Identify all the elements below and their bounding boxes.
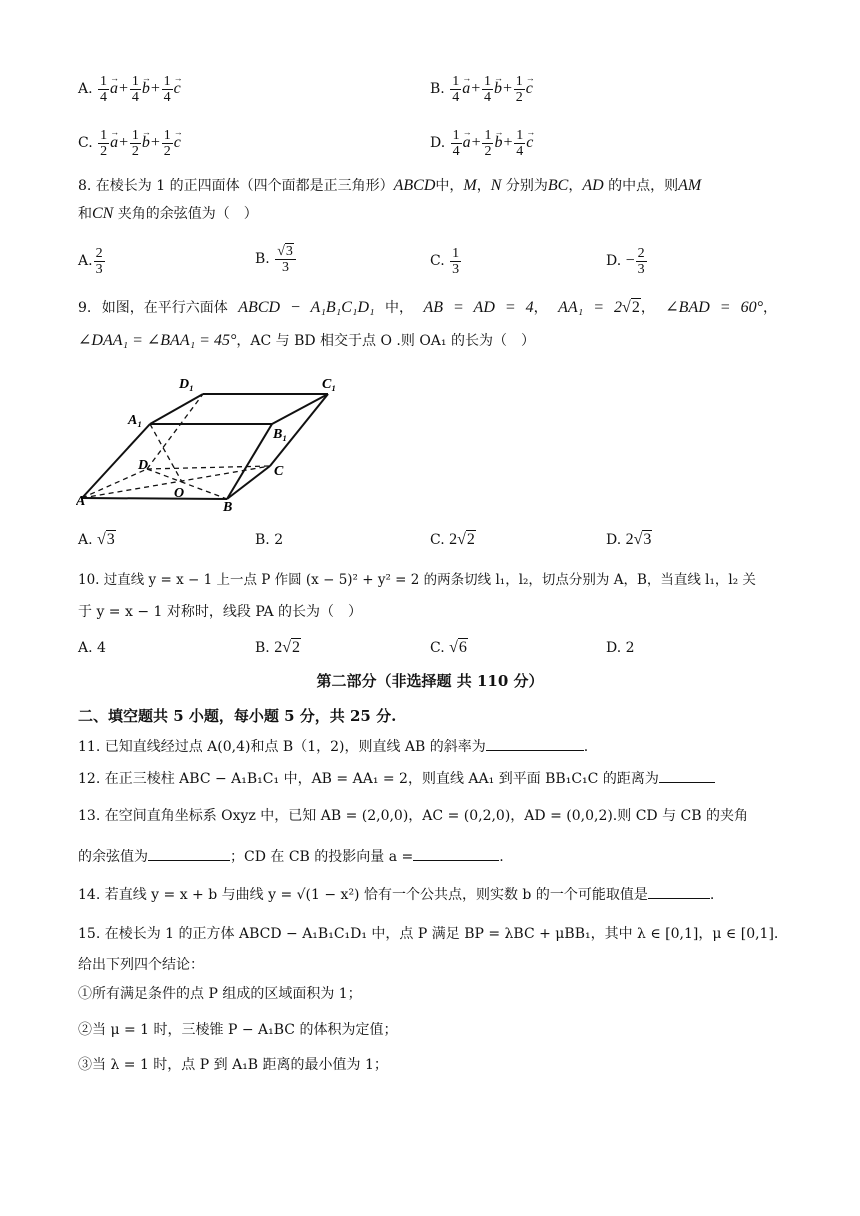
section2-title: 二、填空题共 5 小题，每小题 5 分，共 25 分.	[78, 707, 397, 725]
q9-line2: ∠DAA₁ = ∠BAA₁ = 45°，AC 与 BD 相交于点 O .则 OA₁ 的长为（ ）	[78, 332, 535, 349]
label-c1: C₁	[322, 377, 337, 392]
q7-option-d-expr: $\frac{1}{4}$ → a+ $\frac{1}{2}$ → b+ $\frac{1}{4}$ → c	[450, 134, 534, 151]
q8-line2: 和CN 夹角的余弦值为（ ）	[78, 205, 258, 222]
seg-a1o	[150, 424, 182, 482]
q13-line2: 的余弦值为 ；CD 在 CB 的投影向量 a = .	[78, 846, 504, 867]
q10-line2: 于 y = x − 1 对称时，线段 PA 的长为（ ）	[78, 604, 363, 620]
part2-title: 第二部分（非选择题 共 110 分）	[316, 672, 544, 690]
q12: 12. 在正三棱柱 ABC − A₁B₁C₁ 中，AB = AA₁ = 2，则直线 AA₁ 到平面 BB₁C₁C 的距离为	[78, 768, 715, 789]
label-b: B	[223, 500, 233, 514]
q7-option-b: B. $\frac{1}{4}$ → a+ $\frac{1}{4}$ → b+ $\frac{1}{2}$ → c	[430, 74, 533, 105]
label-d1: D₁	[179, 377, 194, 392]
q10-option-c: C. √6	[430, 639, 467, 656]
label-a: A	[76, 494, 86, 509]
q14: 14. 若直线 y = x + b 与曲线 y = √(1 − x²) 恰有一个公共点，则实数 b 的一个可能取值是 .	[78, 884, 714, 905]
label-o: O	[174, 486, 185, 501]
q7-option-a-expr: $\frac{1}{4}$ → a+ $\frac{1}{4}$ → b+ $\frac{1}{4}$ → c	[97, 80, 181, 97]
q9-line1: 9. 如图，在平行六面体 ABCD − A₁B₁C₁D₁ 中， AB = AD = 4， AA₁ = 2√2， ∠BAD = 60°，	[78, 299, 777, 316]
q7-option-b-expr: $\frac{1}{4}$ → a+ $\frac{1}{4}$ → b+ $\frac{1}{2}$ → c	[449, 80, 533, 97]
label-a1: A₁	[128, 413, 143, 428]
q15-conclusion-1: ①所有满足条件的点 P 组成的区域面积为 1；	[78, 986, 362, 1002]
edge-bc	[227, 466, 270, 499]
q8-option-d: D. − $\frac{2}{3}$	[606, 246, 645, 277]
q9-option-c: C. 2√2	[430, 531, 475, 548]
q15-conclusion-3: ③当 λ = 1 时，点 P 到 A₁B 距离的最小值为 1；	[78, 1057, 388, 1073]
label-c: C	[274, 464, 284, 479]
q11: 11. 已知直线经过点 A(0,4)和点 B（1，2)，则直线 AB 的斜率为 .	[78, 736, 588, 757]
q8-option-b: B. $\frac{√3}{3}$	[255, 244, 297, 275]
edge-dd1	[147, 394, 203, 469]
q10-option-b: B. 2√2	[255, 639, 300, 656]
label-b1: B₁	[273, 427, 288, 442]
q8-option-a: A. $\frac{2}{3}$	[78, 246, 103, 277]
q7-option-c-expr: $\frac{1}{2}$ → a+ $\frac{1}{2}$ → b+ $\frac{1}{2}$ → c	[97, 134, 181, 151]
q9-option-b: B. 2	[255, 532, 284, 548]
label-d: D	[138, 458, 149, 473]
q15-line2: 给出下列四个结论：	[78, 957, 204, 973]
edge-ad	[82, 469, 147, 498]
q7-option-c: C. $\frac{1}{2}$ → a+ $\frac{1}{2}$ → b+ $\frac{1}{2}$ → c	[78, 128, 181, 159]
q15-line1: 15. 在棱长为 1 的正方体 ABCD − A₁B₁C₁D₁ 中，点 P 满足 BP = λBC + μBB₁，其中 λ ∈ [0,1]，μ ∈ [0,1].	[78, 926, 779, 942]
q9-option-d: D. 2√3	[606, 531, 652, 548]
q7-option-a: A. $\frac{1}{4}$ → a+ $\frac{1}{4}$ → b+ $\frac{1}{4}$ → c	[78, 74, 181, 105]
diag-bd	[147, 469, 227, 499]
q10-option-a: A. 4	[78, 640, 106, 656]
q13-line1: 13. 在空间直角坐标系 Oxyz 中，已知 AB = (2,0,0)，AC = (0,2,0)，AD = (0,0,2).则 CD 与 CB 的夹角	[78, 808, 748, 824]
q8-option-c: C. $\frac{1}{3}$	[430, 246, 460, 277]
parallelepiped-figure	[76, 374, 356, 514]
q15-conclusion-2: ②当 μ = 1 时，三棱锥 P − A₁BC 的体积为定值；	[78, 1022, 398, 1038]
q8-line1: 8. 在棱长为 1 的正四面体（四个面都是正三角形）ABCD中，M，N 分别为BC，AD 的中点，则AM	[78, 177, 702, 194]
q10-line1: 10. 过直线 y = x − 1 上一点 P 作圆 (x − 5)² + y² = 2 的两条切线 l₁，l₂，切点分别为 A，B，当直线 l₁，l₂ 关	[78, 572, 756, 588]
q10-option-d: D. 2	[606, 640, 635, 656]
edge-b1c1	[272, 394, 328, 424]
edge-a1d1	[150, 394, 203, 424]
edge-bb1	[227, 424, 272, 499]
edge-ab	[82, 498, 227, 499]
q9-option-a: A. √3	[78, 531, 115, 548]
q7-option-d: D. $\frac{1}{4}$ → a+ $\frac{1}{2}$ → b+ $\frac{1}{4}$ → c	[430, 128, 533, 159]
